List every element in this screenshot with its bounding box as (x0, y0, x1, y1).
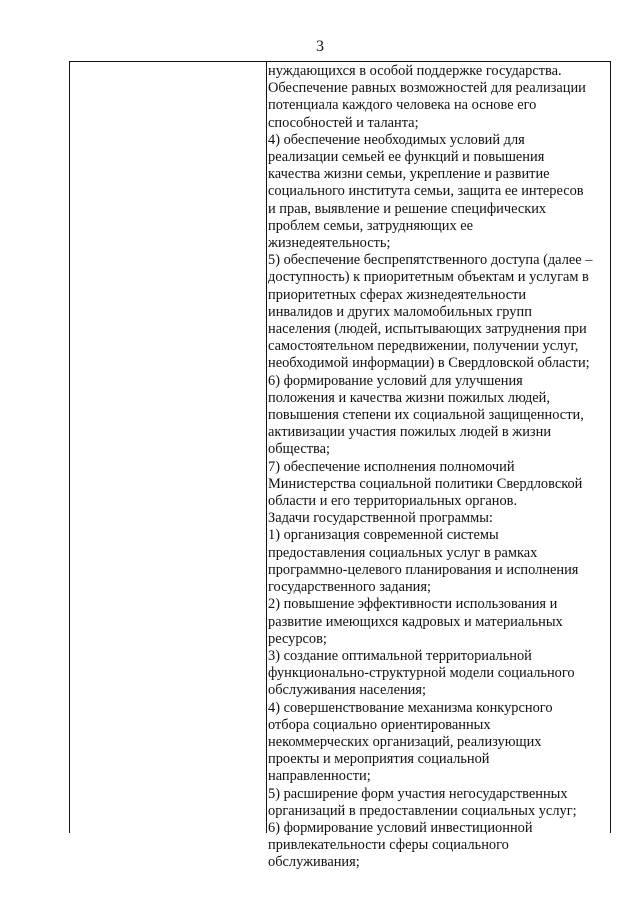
text-line: отбора социально ориентированных (268, 716, 491, 733)
text-line: 5) обеспечение беспрепятственного доступа (далее – (268, 252, 593, 269)
text-line: необходимой информации) в Свердловской области; (268, 355, 590, 372)
text-line: социального института семьи, защита ее интересов (268, 183, 584, 200)
text-line: Министерства социальной политики Свердловской (268, 475, 583, 492)
text-line: государственного задания; (268, 579, 431, 596)
program-table (69, 61, 611, 871)
text-line: Обеспечение равных возможностей для реализации (268, 80, 586, 97)
table-right-cell (268, 63, 610, 872)
text-line: 1) организация современной системы (268, 527, 499, 544)
text-line: повышения степени их социальной защищенности, (268, 407, 584, 424)
text-line: положения и качества жизни пожилых людей, (268, 389, 550, 406)
text-line: развитие имеющихся кадровых и материальных (268, 613, 563, 630)
page-number: 3 (316, 38, 324, 55)
text-line: 7) обеспечение исполнения полномочий (268, 458, 515, 475)
text-line: проекты и мероприятия социальной (268, 751, 490, 768)
text-line: 3) создание оптимальной территориальной (268, 647, 532, 664)
text-line: функционально-структурной модели социального (268, 665, 575, 682)
text-line: населения (людей, испытывающих затруднения при (268, 321, 587, 338)
text-line: Задачи государственной программы: (268, 510, 493, 527)
text-line: 5) расширение форм участия негосударственных (268, 785, 568, 802)
text-line: самостоятельном передвижении, получении услуг, (268, 338, 579, 355)
text-line: приоритетных сферах жизнедеятельности (268, 286, 527, 303)
text-line: 6) формирование условий для улучшения (268, 372, 523, 389)
text-line: общества; (268, 441, 331, 458)
table-left-cell (70, 62, 266, 833)
text-line: качества жизни семьи, укрепление и развитие (268, 166, 550, 183)
text-line: организаций в предоставлении социальных услуг; (268, 802, 577, 819)
text-line: жизнедеятельность; (268, 235, 391, 252)
text-line: проблем семьи, затрудняющих ее (268, 217, 474, 234)
text-line: инвалидов и других маломобильных групп (268, 303, 532, 320)
text-line: обслуживания населения; (268, 682, 426, 699)
text-line: привлекательности сферы социального (268, 837, 509, 854)
text-line: нуждающихся в особой поддержке государства. (268, 63, 562, 79)
text-line: 2) повышение эффективности использования и (268, 596, 558, 613)
text-line: некоммерческих организаций, реализующих (268, 733, 542, 750)
text-line: 4) обеспечение необходимых условий для (268, 131, 525, 148)
text-line: 4) совершенствование механизма конкурсного (268, 699, 553, 716)
text-line: активизации участия пожилых людей в жизни (268, 424, 552, 441)
text-line: и прав, выявление и решение специфических (268, 200, 547, 217)
text-line: программно-целевого планирования и исполнения (268, 561, 579, 578)
text-line: способностей и таланта; (268, 114, 419, 131)
column-divider (266, 62, 267, 833)
text-line: 6) формирование условий инвестиционной (268, 819, 533, 836)
text-line: направленности; (268, 768, 371, 785)
text-line: обслуживания; (268, 854, 360, 871)
text-line: предоставления социальных услуг в рамках (268, 544, 538, 561)
text-line: ресурсов; (268, 630, 327, 647)
text-line: области и его территориальных органов. (268, 493, 518, 510)
text-line: потенциала каждого человека на основе его (268, 97, 537, 114)
text-line: доступность) к приоритетным объектам и услугам в (268, 269, 589, 286)
text-line: реализации семьей ее функций и повышения (268, 149, 545, 166)
